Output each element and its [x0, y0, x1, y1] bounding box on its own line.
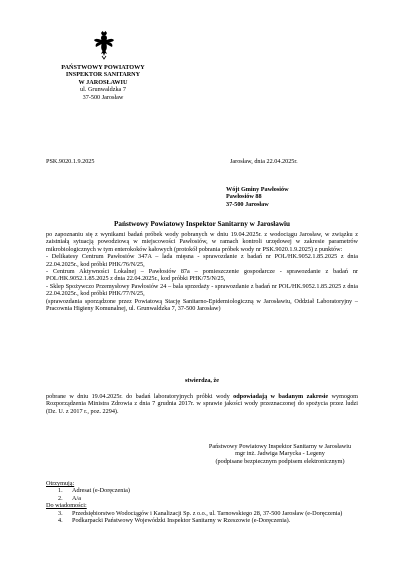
info-heading: Do wiadomości:: [46, 502, 87, 510]
list-item: 1. Adresat (e-Doręczenia): [58, 487, 130, 495]
document-body: [46, 231, 358, 312]
institution-name-line: PAŃSTWOWY POWIATOWY: [61, 64, 145, 71]
institution-name-line: W JAROSŁAWIU: [78, 78, 128, 86]
reference-number: PSK.9020.1.9.2025: [46, 158, 95, 165]
verdict-heading: stwierdza, że: [184, 377, 220, 384]
recipient-line: Pawłosiów 88: [226, 193, 262, 201]
recipients-list: [58, 487, 358, 502]
conclusion-emphasis: odpowiadają w badanym zakresie: [233, 393, 329, 400]
list-item: 4. Podkarpacki Państwowy Wojewódzki Inspektor Sanitarny w Rzeszowie (e-Doręczenia).: [58, 517, 291, 525]
recipients-heading: Otrzymują:: [46, 480, 75, 487]
institution-address-line: ul. Grunwaldzka 7: [80, 86, 126, 94]
signature-block: [196, 443, 364, 465]
body-intro: po zapoznaniu się z wynikami badań próbek wody pobranych w dniu 19.04.2025r. z wodociągu Jarosław, w związku z zaistniałą sytuacją powodziową w miejscowości Pawłosiów, w ramach kontroli urzędowej w zakresie parametrów mikrobiologicznych w tym enterokoków kałowych (protokół pobrania próbek wody nr PSK.9020.1.9.2025) z punktów:: [46, 231, 358, 253]
body-point: - Delikatesy Centrum Pawłosiów 347A – lada mięsna - sprawozdanie z badań nr POL/HK.9052.1.85.2025 z dnia 22.04.2025r., kod próbki PHK/76/N/25,: [46, 253, 358, 268]
body-point: - Centrum Aktywności Lokalnej – Pawłosiów 87a – pomieszczenie gospodarcze - sprawozdanie z badań nr POL/HK.9052.1.85.2025 z dnia 22.04.2025r., kod próbki PHK/75/N/25,: [46, 268, 358, 283]
recipient-line: 37-500 Jarosław: [226, 200, 269, 208]
list-item: 2. A/a: [58, 494, 81, 502]
institution-header: [40, 64, 166, 101]
institution-name-line: INSPEKTOR SANITARNY: [65, 71, 141, 79]
signature-note: (podpisane bezpiecznym podpisem elektronicznym): [215, 457, 345, 465]
body-point: - Sklep Spożywczo Przemysłowy Pawłosiów 24 – bala sprzedaży - sprawozdanie z badań nr POL/HK.9052.1.85.2025 z dnia 22.04.2025r., kod próbki PHK/77/N/25,: [46, 282, 358, 298]
recipient-line: Wójt Gminy Pawłosiów: [226, 186, 289, 193]
info-list: [58, 510, 358, 525]
signature-title: Państwowy Powiatowy Inspektor Sanitarny w Jarosławiu: [208, 443, 352, 450]
recipient-address: [226, 186, 289, 208]
eagle-emblem-icon: [92, 30, 116, 60]
document-title: Państwowy Powiatowy Inspektor Sanitarny w Jarosławiu: [113, 220, 291, 228]
signature-name: mgr inż. Jadwiga Marycka - Legeny: [235, 450, 325, 458]
conclusion-text: pobrane w dniu 19.04.2025r. do badań laboratoryjnych próbki wody: [46, 393, 234, 400]
body-lab-note: (sprawozdania sporządzone przez Powiatową Stację Sanitarno-Epidemiologiczną w Jarosławiu, Oddział Laboratoryjny – Pracownia Higieny Komunalnej, ul. Grunwaldzka 7, 37-500 Jarosław): [46, 297, 358, 313]
place-date: Jarosław, dnia 22.04.2025r.: [230, 158, 298, 165]
conclusion-text: wymogom Rozporządzenia Ministra Zdrowia z dnia 7 grudnia 2017r. w sprawie jakości wody przeznaczonej do spożycia przez ludzi (Dz. U. z 2017 r., poz. 2294).: [46, 393, 358, 415]
list-item: 3. Przedsiębiorstwo Wodociągów i Kanalizacji Sp. z o.o., ul. Tarnowskiego 28, 37-500 Jarosław (e-Doręczenia): [58, 509, 343, 517]
distribution-list: [46, 480, 358, 524]
conclusion-paragraph: [46, 393, 358, 415]
institution-address-line: 37-500 Jarosław: [82, 93, 124, 101]
